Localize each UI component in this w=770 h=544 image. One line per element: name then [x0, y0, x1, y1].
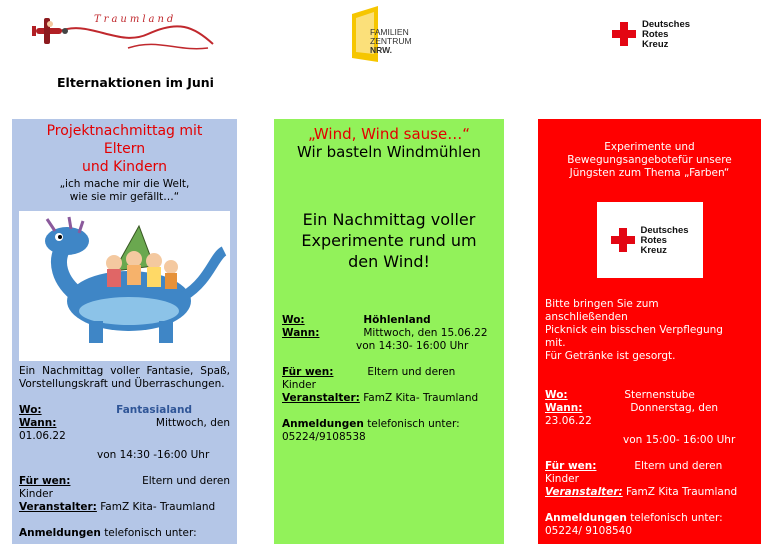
col2-wann-label: Wann:	[282, 327, 320, 339]
col3-veranstalter-label: Veranstalter:	[545, 486, 623, 498]
familienzentrum-line2: ZENTRUM	[370, 36, 412, 46]
col2-fuer-value1: Eltern und deren	[367, 366, 456, 378]
col1-anmeldung-value: telefonisch unter:	[104, 527, 197, 539]
drk-box-line3: Kreuz	[640, 245, 667, 256]
col1-fuer-label: Für wen:	[19, 475, 71, 487]
col1-wann-value3: von 14:30 -16:00 Uhr	[97, 449, 210, 461]
familienzentrum-logo	[348, 6, 428, 62]
col1-title-line2: Eltern	[103, 141, 146, 157]
col1-veranstalter-value: FamZ Kita- Traumland	[100, 501, 216, 513]
col2-wo-label: Wo:	[282, 314, 305, 326]
dragon-illustration	[19, 211, 230, 361]
traumland-logo-text: Traumland	[94, 14, 177, 25]
col2-phone: 05224/9108538	[282, 431, 366, 443]
drk-logo-box	[597, 202, 703, 278]
col1-wo-value: Fantasialand	[116, 404, 192, 416]
col3-head-line2: Bewegungsangebotefür unsere	[567, 154, 732, 166]
familienzentrum-line1: FAMILIEN	[370, 27, 409, 37]
col1-title-line3: und Kindern	[82, 159, 167, 175]
drk-box-line1: Deutsches	[640, 225, 689, 236]
col2-fuer-value2: Kinder	[282, 379, 316, 391]
col3-bring-line4: mit.	[545, 337, 566, 349]
col3-wann-label: Wann:	[545, 402, 583, 414]
col2-wann-value1: Mittwoch, den 15.06.22	[363, 327, 488, 339]
red-cross-icon	[612, 22, 636, 46]
col3-fuer-label: Für wen:	[545, 460, 597, 472]
col2-anmeldung-label: Anmeldungen	[282, 418, 364, 430]
familienzentrum-line3: NRW.	[370, 45, 393, 55]
col3-wann-value2: 23.06.22	[545, 415, 592, 427]
col3-wann-value3: von 15:00- 16:00 Uhr	[623, 434, 736, 446]
col1-quote-line2: wie sie mir gefällt…“	[69, 191, 180, 203]
col1-fuer-value1: Eltern und deren	[142, 475, 230, 487]
col1-wann-label: Wann:	[19, 417, 57, 429]
event-column-projektnachmittag	[12, 119, 237, 544]
col3-anmeldung-label: Anmeldungen	[545, 512, 627, 524]
col1-veranstalter-label: Veranstalter:	[19, 501, 97, 513]
drk-logo-header	[612, 18, 722, 54]
col1-anmeldung-label: Anmeldungen	[19, 527, 101, 539]
col1-title-line1: Projektnachmittag mit	[46, 123, 203, 139]
col3-wann-value1: Donnerstag, den	[630, 402, 719, 414]
col2-veranstalter-value: FamZ Kita- Traumland	[363, 392, 479, 404]
page-title: Elternaktionen im Juni	[57, 75, 214, 90]
event-column-windmuehlen	[274, 119, 504, 544]
col3-bring-line5: Für Getränke ist gesorgt.	[545, 350, 676, 362]
col2-fuer-label: Für wen:	[282, 366, 334, 378]
col3-wo-label: Wo:	[545, 389, 568, 401]
col3-fuer-value1: Eltern und deren	[634, 460, 723, 472]
col3-phone: 05224/ 9108540	[545, 525, 633, 537]
col1-wo-label: Wo:	[19, 404, 42, 416]
traumland-logo	[28, 8, 218, 54]
dragon-icon	[19, 211, 230, 361]
col2-big-line1: Ein Nachmittag voller	[302, 210, 476, 229]
event-column-farben	[538, 119, 761, 544]
col1-quote-line1: „ich mache mir die Welt,	[59, 178, 190, 190]
drk-box-line2: Rotes	[640, 235, 667, 246]
col3-wo-value: Sternenstube	[624, 389, 695, 401]
col2-wann-value2: von 14:30- 16:00 Uhr	[356, 340, 469, 352]
col1-description: Ein Nachmittag voller Fantasie, Spaß, Vorstellungskraft und Überraschungen.	[19, 365, 230, 390]
col3-bring-line1: Bitte bringen Sie zum	[545, 298, 659, 310]
col3-head-line3: Jüngsten zum Thema „Farben“	[569, 167, 730, 179]
col2-big-line3: den Wind!	[348, 252, 430, 271]
red-cross-icon	[611, 228, 635, 252]
col3-fuer-value2: Kinder	[545, 473, 579, 485]
col2-wo-value: Höhlenland	[363, 314, 431, 326]
col3-bring-line2: anschließenden	[545, 311, 628, 323]
col2-veranstalter-label: Veranstalter:	[282, 392, 360, 404]
col2-title-line2: Wir basteln Windmühlen	[297, 143, 481, 161]
col2-big-line2: Experimente rund um	[301, 231, 477, 250]
col1-fuer-value2: Kinder	[19, 488, 53, 500]
col1-wann-value2: 01.06.22	[19, 430, 66, 442]
col3-anmeldung-value: telefonisch unter:	[630, 512, 723, 524]
col1-wann-value1: Mittwoch, den	[155, 417, 230, 429]
drk-header-line1: Deutsches	[642, 19, 691, 30]
col3-bring-line3: Picknick ein bisschen Verpflegung	[545, 324, 723, 336]
drk-header-line3: Kreuz	[642, 39, 669, 50]
col3-head-line1: Experimente und	[604, 141, 695, 153]
col2-title-line1: „Wind, Wind sause…“	[308, 125, 470, 143]
col3-veranstalter-value: FamZ Kita Traumland	[626, 486, 738, 498]
drk-header-line2: Rotes	[642, 29, 669, 40]
col2-anmeldung-value: telefonisch unter:	[367, 418, 460, 430]
